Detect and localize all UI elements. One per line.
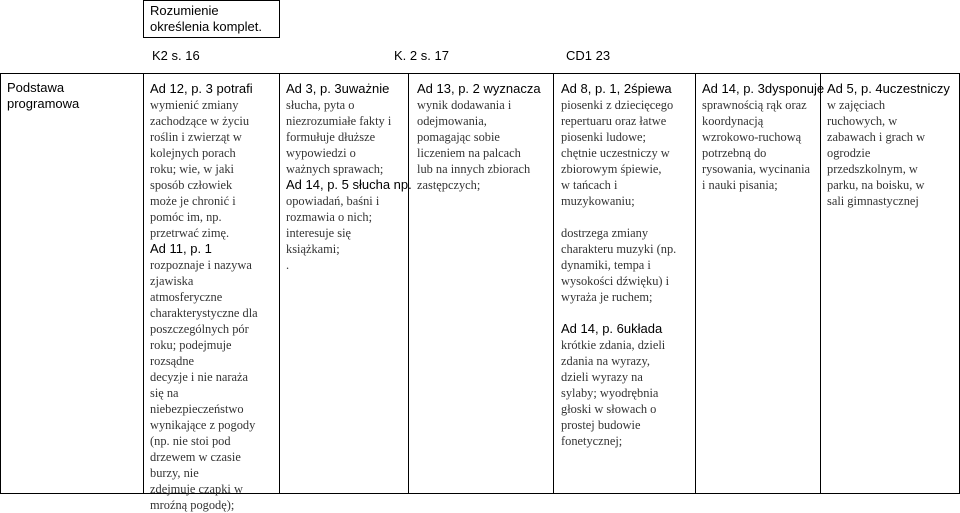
reference-line: Ad 3, p. 3uważnie	[286, 81, 390, 96]
text-line: się na	[150, 386, 179, 400]
text-line: formułuje dłuższe	[286, 130, 376, 144]
blank-line	[561, 305, 695, 321]
text-line: wynik dodawania i	[417, 98, 512, 112]
title-line-1: Rozumienie	[150, 3, 219, 18]
text-line: głoski w słowach o	[561, 402, 657, 416]
ref-cd: CD1 23	[566, 48, 611, 63]
text-line: zbiorowym śpiewie,	[561, 162, 662, 176]
text-line: kolejnych porach	[150, 146, 236, 160]
text-line: i nauki pisania;	[702, 178, 778, 192]
text-line: charakterystyczne dla	[150, 306, 258, 320]
column-cell	[820, 74, 960, 494]
text-line: lub na innych zbiorach	[417, 162, 531, 176]
text-line: ruchowych, w	[827, 114, 898, 128]
text-line: odejmowania,	[417, 114, 487, 128]
text-line: piosenki z dziecięcego	[561, 98, 674, 112]
text-line: dzieli wyrazy na	[561, 370, 643, 384]
text-line: potrzebną do	[702, 146, 767, 160]
text-line: (np. nie stoi pod	[150, 434, 231, 448]
reference-line: Ad 12, p. 3 potrafi	[150, 81, 253, 96]
text-line: zachodzące w życiu	[150, 114, 250, 128]
text-line: burzy, nie	[150, 466, 199, 480]
ref-k2b: K. 2 s. 17	[394, 48, 449, 63]
text-line: przedszkolnym, w	[827, 162, 918, 176]
text-line: wyraża je ruchem;	[561, 290, 653, 304]
column-cell	[279, 74, 412, 494]
text-line: niebezpieczeństwo	[150, 402, 244, 416]
text-line: prostej budowie	[561, 418, 641, 432]
text-line: decyzje i nie naraża	[150, 370, 249, 384]
text-line: sylaby; wyodrębnia	[561, 386, 659, 400]
text-line: dostrzega zmiany	[561, 226, 649, 240]
text-line: wynikające z pogody	[150, 418, 256, 432]
text-line: fonetycznej;	[561, 434, 623, 448]
column-cell	[553, 74, 696, 494]
text-line: krótkie zdania, dzieli	[561, 338, 666, 352]
text-line: atmosferyczne	[150, 290, 223, 304]
text-line: wzrokowo-ruchową	[702, 130, 802, 144]
row-label-cell	[0, 74, 144, 494]
text-line: słucha, pyta o	[286, 98, 355, 112]
text-line: zdejmuje czapki w	[150, 482, 243, 496]
text-line: rozpoznaje i nazywa	[150, 258, 252, 272]
text-line: poszczególnych pór	[150, 322, 249, 336]
text-line: pomagając sobie	[417, 130, 500, 144]
text-line: wysokości dźwięku) i	[561, 274, 670, 288]
text-line: może je chronić i	[150, 194, 236, 208]
row-label-line: Podstawa	[7, 80, 65, 95]
text-line: koordynacją	[702, 114, 764, 128]
text-line: roku; wie, w jaki	[150, 162, 234, 176]
reference-line: Ad 14, p. 6układa	[561, 321, 663, 336]
text-line: rozsądne	[150, 354, 195, 368]
reference-line: Ad 5, p. 4uczestniczy	[827, 81, 950, 96]
text-line: przetrwać zimę.	[150, 226, 230, 240]
text-line: opowiadań, baśni i	[286, 194, 380, 208]
text-line: repertuaru oraz łatwe	[561, 114, 667, 128]
text-line: książkami;	[286, 242, 340, 256]
text-line: pomóc im, np.	[150, 210, 222, 224]
text-line: mroźną pogodę);	[150, 498, 235, 512]
text-line: roku; podejmuje	[150, 338, 232, 352]
text-line: muzykowaniu;	[561, 194, 635, 208]
reference-line: Ad 14, p. 5 słucha np.	[286, 177, 412, 192]
text-line: zabawach i grach w	[827, 130, 926, 144]
curriculum-table	[0, 73, 960, 512]
title-box	[143, 0, 280, 38]
title-line-2: określenia komplet.	[150, 19, 262, 34]
text-line: piosenki ludowe;	[561, 130, 647, 144]
reference-line: Ad 13, p. 2 wyznacza	[417, 81, 541, 96]
text-line: zdania na wyrazy,	[561, 354, 650, 368]
text-line: ogrodzie	[827, 146, 871, 160]
text-line: niezrozumiałe fakty i	[286, 114, 392, 128]
reference-line: Ad 8, p. 1, 2śpiewa	[561, 81, 672, 96]
text-line: sposób człowiek	[150, 178, 233, 192]
row-label-line: programowa	[7, 96, 80, 111]
text-line: w zajęciach	[827, 98, 886, 112]
text-line: w tańcach i	[561, 178, 618, 192]
text-line: ważnych sprawach;	[286, 162, 384, 176]
text-line: sprawnością rąk oraz	[702, 98, 807, 112]
text-line: zjawiska	[150, 274, 194, 288]
text-line: roślin i zwierząt w	[150, 130, 242, 144]
blank-line	[561, 209, 695, 225]
text-line: .	[286, 258, 290, 272]
column-cell	[695, 74, 825, 494]
text-line: sali gimnastycznej	[827, 194, 919, 208]
text-line: dynamiki, tempa i	[561, 258, 651, 272]
text-line: interesuje się	[286, 226, 352, 240]
reference-row	[0, 44, 960, 64]
text-line: liczeniem na palcach	[417, 146, 521, 160]
text-line: rozmawia o nich;	[286, 210, 373, 224]
reference-line: Ad 11, p. 1	[150, 241, 212, 256]
ref-k2: K2 s. 16	[152, 48, 200, 63]
text-line: charakteru muzyki (np.	[561, 242, 677, 256]
text-line: wypowiedzi o	[286, 146, 356, 160]
reference-line: Ad 14, p. 3dysponuje	[702, 81, 825, 96]
text-line: rysowania, wycinania	[702, 162, 811, 176]
column-cell	[143, 74, 280, 512]
text-line: zastępczych;	[417, 178, 481, 192]
text-line: wymienić zmiany	[150, 98, 239, 112]
text-line: drzewem w czasie	[150, 450, 241, 464]
text-line: chętnie uczestniczy w	[561, 146, 670, 160]
text-line: parku, na boisku, w	[827, 178, 925, 192]
column-cell	[408, 74, 554, 494]
